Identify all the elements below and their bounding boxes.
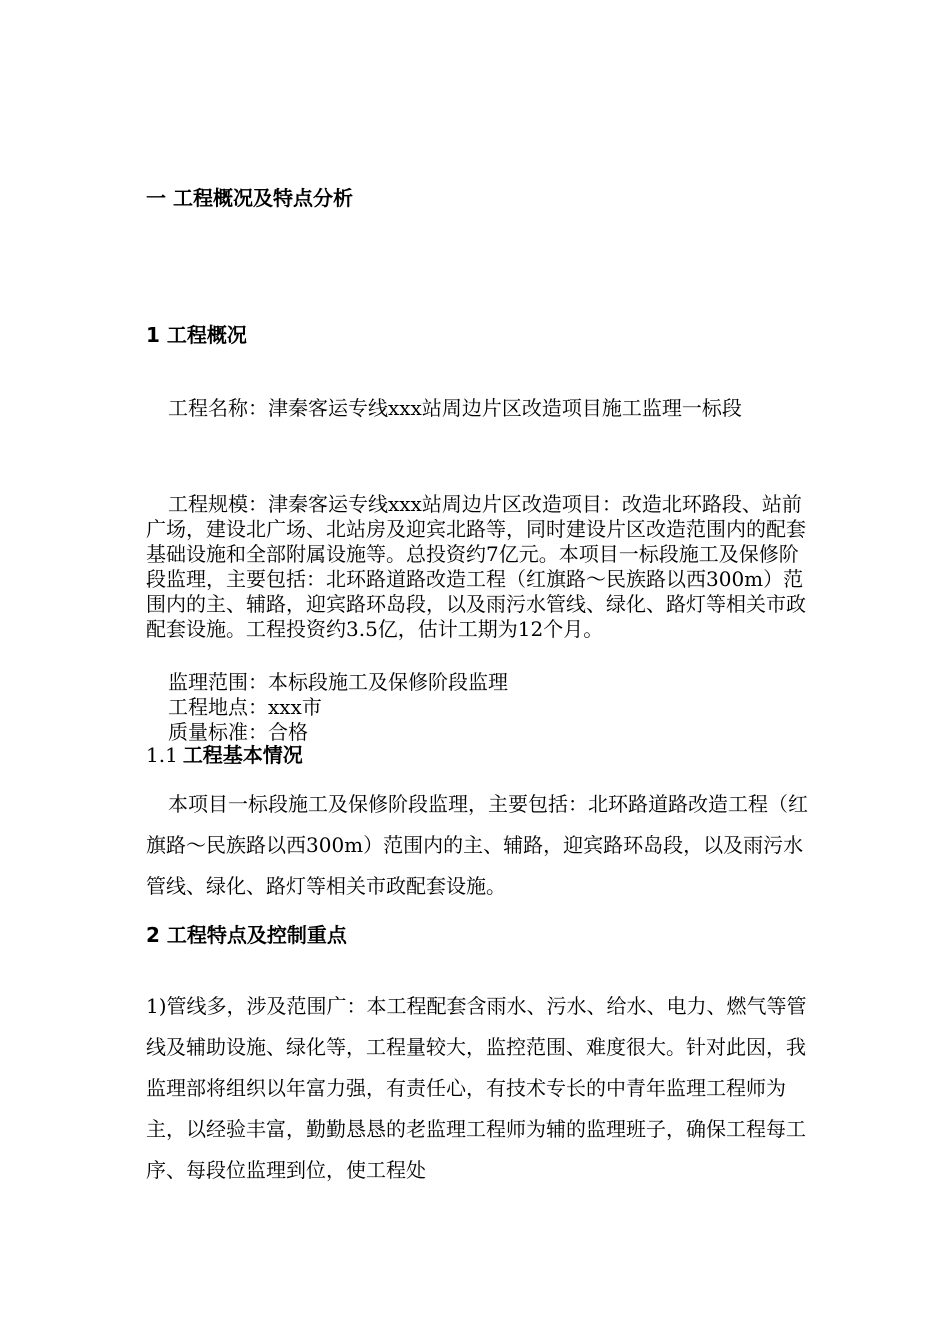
section-title: 一 工程概况及特点分析 [146,186,353,210]
overview-heading: 1 工程概况 [146,323,247,347]
project-name-paragraph: 工程名称：津秦客运专线xxx站周边片区改造项目施工监理一标段 [168,396,742,420]
basic-info-heading-number: 1.1 [146,743,178,767]
features-heading: 2 工程特点及控制重点 [146,923,347,947]
basic-info-heading [146,740,303,771]
feature-item-1: 1)管线多，涉及范围广：本工程配套含雨水、污水、给水、电力、燃气等管线及辅助设施、绿化等，工程量较大，监控范围、难度很大。针对此因，我监理部将组织以年富力强，有责任心，有技术专长的中青年监理工程师为主，以经验丰富，勤勤恳恳的老监理工程师为辅的监理班子，确保工程每工序、每段位监理到位，使工程处 [146,994,807,1182]
supervision-scope-line: 监理范围：本标段施工及保修阶段监理 [168,670,508,694]
basic-info-heading-text: 工程基本情况 [182,743,303,767]
quality-standard-line: 质量标准：合格 [168,720,308,744]
project-scale-paragraph: 工程规模：津秦客运专线xxx站周边片区改造项目：改造北环路段、站前广场，建设北广场、北站房及迎宾北路等，同时建设片区改造范围内的配套基础设施和全部附属设施等。总投资约7亿元。本项目一标段施工及保修阶段监理，主要包括：北环路道路改造工程（红旗路～民族路以西300m）范围内的主、辅路，迎宾路环岛段，以及雨污水管线、绿化、路灯等相关市政配套设施。工程投资约3.5亿，估计工期为12个月。 [146,492,806,641]
basic-info-paragraph: 本项目一标段施工及保修阶段监理，主要包括：北环路道路改造工程（红旗路～民族路以西300m）范围内的主、辅路，迎宾路环岛段，以及雨污水管线、绿化、路灯等相关市政配套设施。 [146,792,808,898]
project-location-line: 工程地点：xxx市 [168,695,322,719]
